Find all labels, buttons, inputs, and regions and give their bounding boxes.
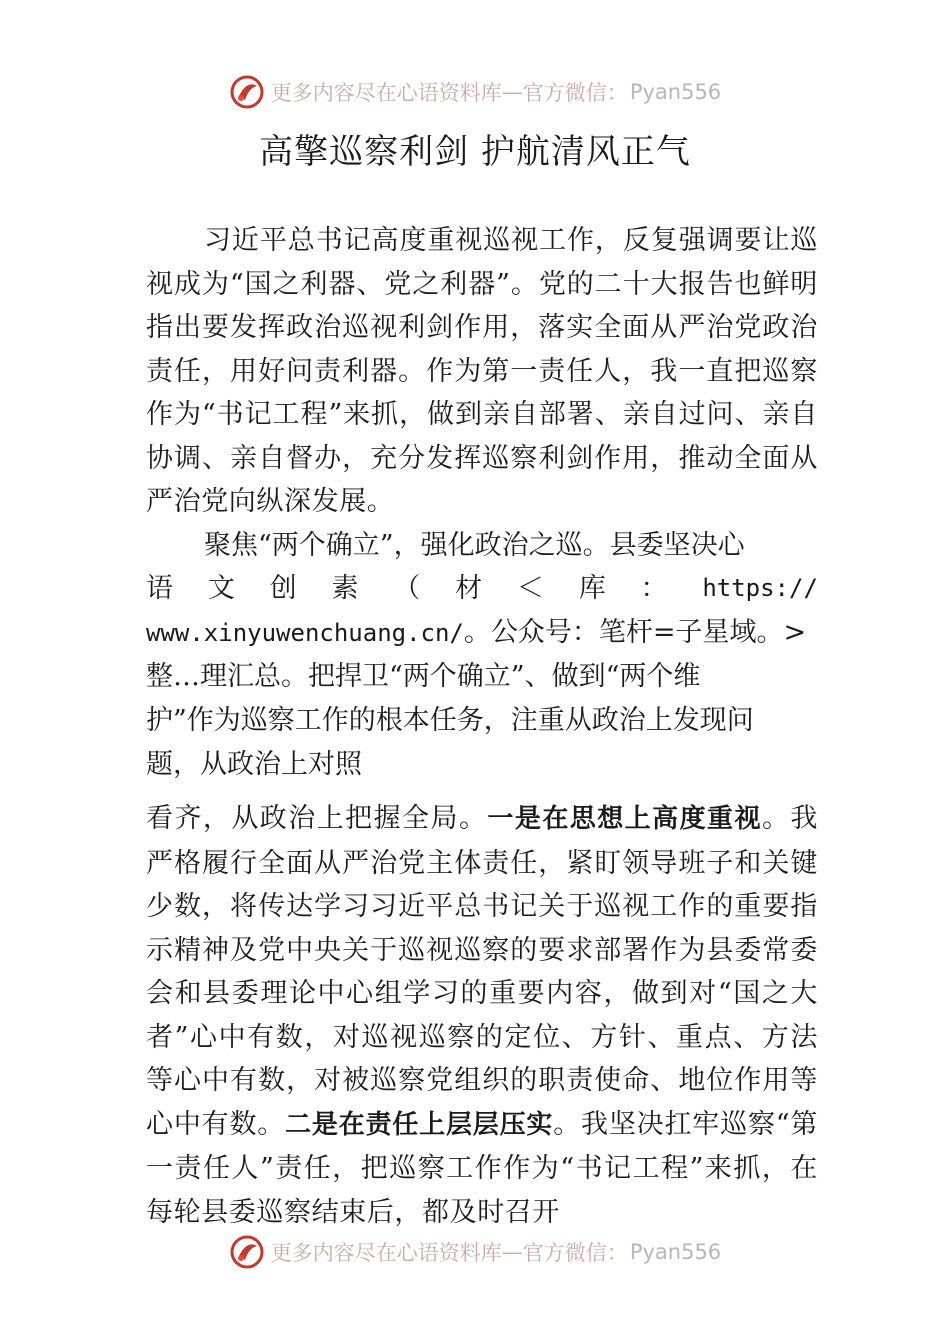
spaced-char: 素 bbox=[331, 573, 359, 604]
spaced-char: ： bbox=[640, 573, 668, 604]
watermark-banner-bottom bbox=[0, 1232, 950, 1272]
document-title: 高擎巡察利剑 护航清风正气 bbox=[259, 132, 691, 172]
spaced-char: （ bbox=[393, 573, 421, 604]
logo-icon bbox=[229, 1234, 265, 1270]
paragraph-1: 习近平总书记高度重视巡视工作，反复强调要让巡视成为“国之利器、党之利器”。党的二十大报告也鲜明指出要发挥政治巡视利剑作用，落实全面从严治党政治责任，用好问责利器。作为第一责任人，我一直把巡察作为“书记工程”来抓，做到亲自部署、亲自过问、亲自协调、亲自督办，充分发挥巡察利剑作用，推动全面从严治党向纵深发展。 bbox=[146, 225, 818, 517]
spaced-char: 创 bbox=[269, 573, 297, 604]
banner-dash: — bbox=[501, 1240, 523, 1264]
banner-site-text: 更多内容尽在心语资料库 bbox=[270, 1241, 502, 1265]
spaced-char: 文 bbox=[207, 573, 235, 604]
paragraph-2-line-6: 题，从政治上对照 bbox=[146, 749, 362, 780]
paragraph-3-text-2: 。我严格履行全面从严治党主体责任，紧盯领导班子和关键少数，将传达学习习近平总书记关于巡视工作的重要指示精神及党中央关于巡视巡察的要求部署作为县委常委会和县委理论中心组学习的重要内容，做到对“国之大者”心中有数，对巡视巡察的定位、方针、重点、方法等心中有数，对被巡察党组织的职责使命、地位作用等心中有数。 bbox=[146, 803, 818, 1140]
spaced-char: 材 bbox=[455, 573, 483, 604]
logo-icon bbox=[229, 74, 265, 110]
point-one-heading: 一是在思想上高度重视 bbox=[487, 804, 762, 834]
spaced-char: 语 bbox=[146, 573, 173, 604]
spaced-char: 库 bbox=[578, 573, 606, 604]
paragraph-3-text-3: 。我坚决扛牢巡察“第一责任人”责任，把巡察工作作为“书记工程”来抓，在每轮县委巡察结束后，都及时召开 bbox=[146, 1108, 818, 1228]
paragraph-2-spaced-line bbox=[146, 567, 818, 611]
banner-wechat-label: 官方微信： bbox=[522, 81, 628, 105]
paragraph-2-line-3 bbox=[146, 611, 806, 656]
paragraph-2-line-1: 聚焦“两个确立”，强化政治之巡。县委坚决心 bbox=[204, 530, 745, 561]
paragraph-3-text-1: 看齐，从政治上把握全局。 bbox=[146, 803, 488, 834]
banner-wechat-label: 官方微信： bbox=[522, 1241, 628, 1265]
spaced-char: ＜ bbox=[516, 573, 544, 604]
banner-dash: — bbox=[501, 80, 523, 104]
url-text: www.xinyuwenchuang.cn/ bbox=[146, 619, 464, 647]
point-two-heading: 二是在责任上层层压实 bbox=[285, 1109, 554, 1140]
banner-wechat-id: Pyan556 bbox=[629, 80, 722, 104]
watermark-banner-top bbox=[0, 72, 950, 112]
url-fragment: https:// bbox=[702, 574, 818, 602]
banner-wechat-id: Pyan556 bbox=[629, 1240, 722, 1264]
paragraph-2-line-4: 整…理汇总。把捍卫“两个确立”、做到“两个维 bbox=[146, 661, 701, 692]
banner-site-text: 更多内容尽在心语资料库 bbox=[270, 81, 502, 105]
paragraph-2-line-5: 护”作为巡察工作的根本任务，注重从政治上发现问 bbox=[146, 705, 754, 736]
wechat-account-text: 。公众号：笔杆=子星域。> bbox=[463, 617, 807, 648]
paragraph-3 bbox=[146, 797, 818, 1234]
